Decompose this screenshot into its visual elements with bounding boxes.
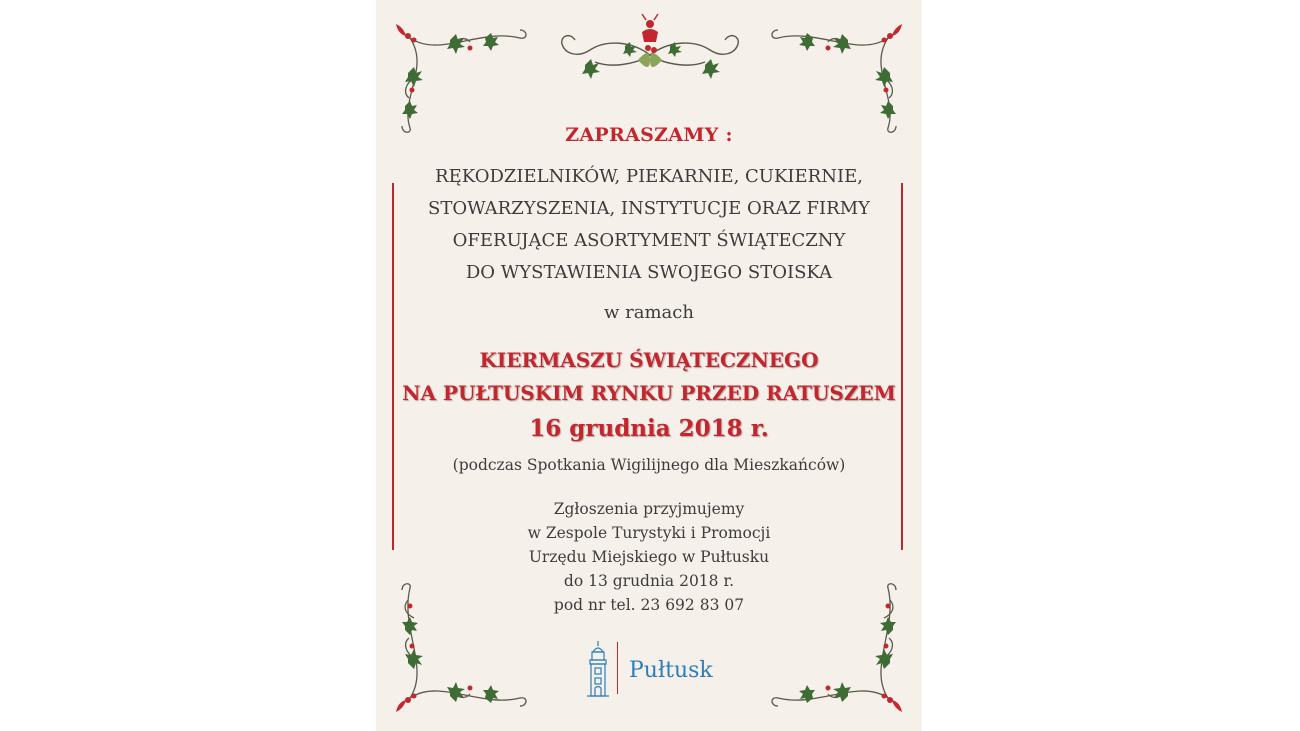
event-title-line: NA PUŁTUSKIM RYNKU PRZED RATUSZEM <box>402 381 896 405</box>
reindeer-holly-ornament-icon <box>550 10 750 80</box>
invitees-list <box>376 161 922 289</box>
event-date: 16 grudnia 2018 r. <box>529 415 769 442</box>
contact-line: Zgłoszenia przyjmujemy <box>553 500 745 518</box>
contact-line: do 13 grudnia 2018 r. <box>563 572 735 590</box>
event-title-line: KIERMASZU ŚWIĄTECZNEGO <box>479 348 819 372</box>
holly-vine-icon <box>768 18 908 133</box>
logo-divider <box>617 642 618 694</box>
invitees-line: STOWARZYSZENIA, INSTYTUCJE ORAZ FIRMY <box>427 198 871 219</box>
contact-info <box>376 497 922 617</box>
pultusk-logo <box>584 640 734 700</box>
event-occasion: (podczas Spotkania Wigilijnego dla Mieszkańców) <box>452 456 846 474</box>
logo-name: Pułtusk <box>629 658 713 683</box>
invite-heading: ZAPRASZAMY : <box>565 124 733 146</box>
town-hall-tower-icon <box>584 640 612 702</box>
holly-vine-icon <box>390 18 530 133</box>
contact-line: pod nr tel. 23 692 83 07 <box>553 596 745 614</box>
contact-line: w Zespole Turystyki i Promocji <box>527 524 771 542</box>
christmas-fair-poster <box>376 0 922 731</box>
invitees-line: OFERUJĄCE ASORTYMENT ŚWIĄTECZNY <box>452 230 846 251</box>
event-title <box>376 344 922 448</box>
invitees-line: RĘKODZIELNIKÓW, PIEKARNIE, CUKIERNIE, <box>435 166 863 187</box>
connector-text: w ramach <box>604 302 694 323</box>
invitees-line: DO WYSTAWIENIA SWOJEGO STOISKA <box>465 262 833 283</box>
contact-line: Urzędu Miejskiego w Pułtusku <box>528 548 770 566</box>
